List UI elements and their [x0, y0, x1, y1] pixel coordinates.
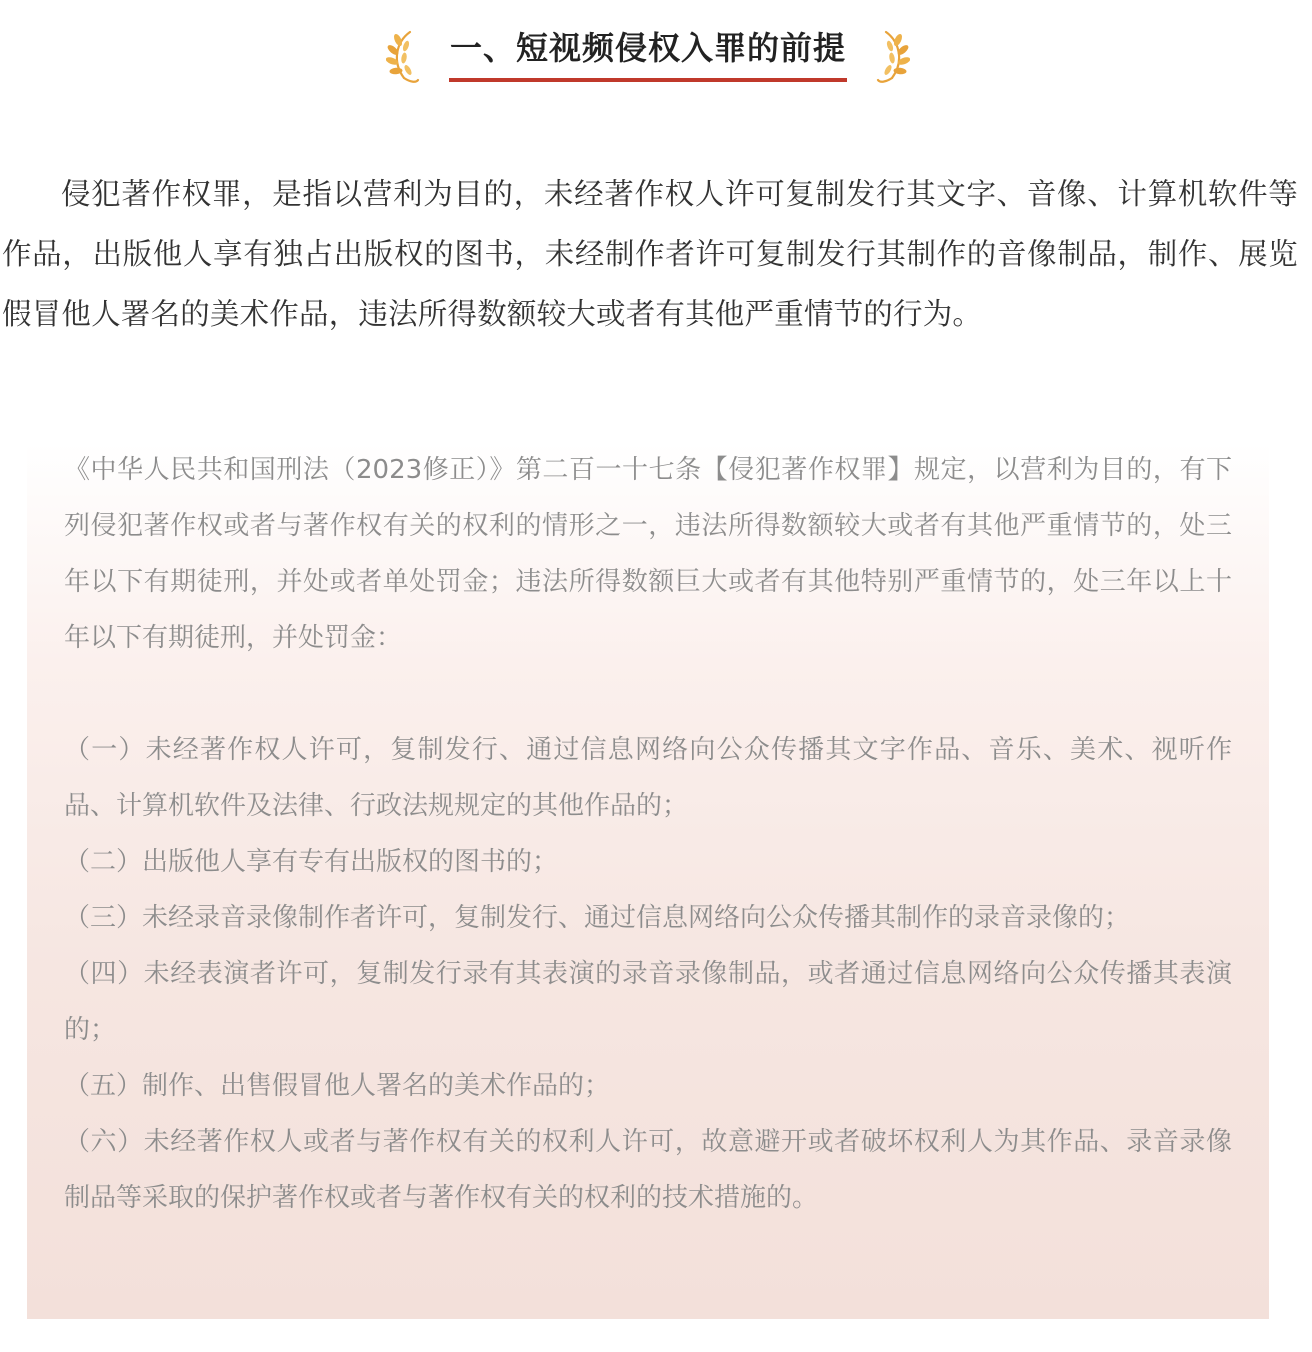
- law-item: （五）制作、出售假冒他人署名的美术作品的；: [64, 1071, 611, 1101]
- paragraph-gap: [64, 666, 1232, 722]
- law-article: 《中华人民共和国刑法（2023修正）》第二百一十七条【侵犯著作权罪】规定，以营利为目的，有下列侵犯著作权或者与著作权有关的权利的情形之一，违法所得数额较大或者有其他严重情节的，处三年以下有期徒刑，并处或者单处罚金；违法所得数额巨大或者有其他特别严重情节的，处三年以上十年以下有期徒刑，并处罚金：: [64, 455, 1232, 653]
- title-underline: [449, 78, 847, 82]
- laurel-left-icon: [386, 28, 420, 86]
- law-item: （二）出版他人享有专有出版权的图书的；: [64, 847, 559, 877]
- law-quote-text: [64, 442, 1232, 1226]
- intro-paragraph: 侵犯著作权罪，是指以营利为目的，未经著作权人许可复制发行其文字、音像、计算机软件等作品，出版他人享有独占出版权的图书，未经制作者许可复制发行其制作的音像制品，制作、展览假冒他人署名的美术作品，违法所得数额较大或者有其他严重情节的行为。: [2, 177, 1298, 331]
- law-item: （六）未经著作权人或者与著作权有关的权利人许可，故意避开或者破坏权利人为其作品、录音录像制品等采取的保护著作权或者与著作权有关的权利的技术措施的。: [64, 1127, 1232, 1213]
- section-title: 一、短视频侵权入罪的前提: [449, 29, 846, 67]
- law-item: （三）未经录音录像制作者许可，复制发行、通过信息网络向公众传播其制作的录音录像的；: [64, 903, 1131, 933]
- laurel-right-icon: [876, 28, 910, 86]
- section-header: [0, 0, 1312, 100]
- law-item: （四）未经表演者许可，复制发行录有其表演的录音录像制品，或者通过信息网络向公众传播其表演的；: [64, 959, 1232, 1045]
- law-item: （一）未经著作权人许可，复制发行、通过信息网络向公众传播其文字作品、音乐、美术、视听作品、计算机软件及法律、行政法规规定的其他作品的；: [64, 735, 1232, 821]
